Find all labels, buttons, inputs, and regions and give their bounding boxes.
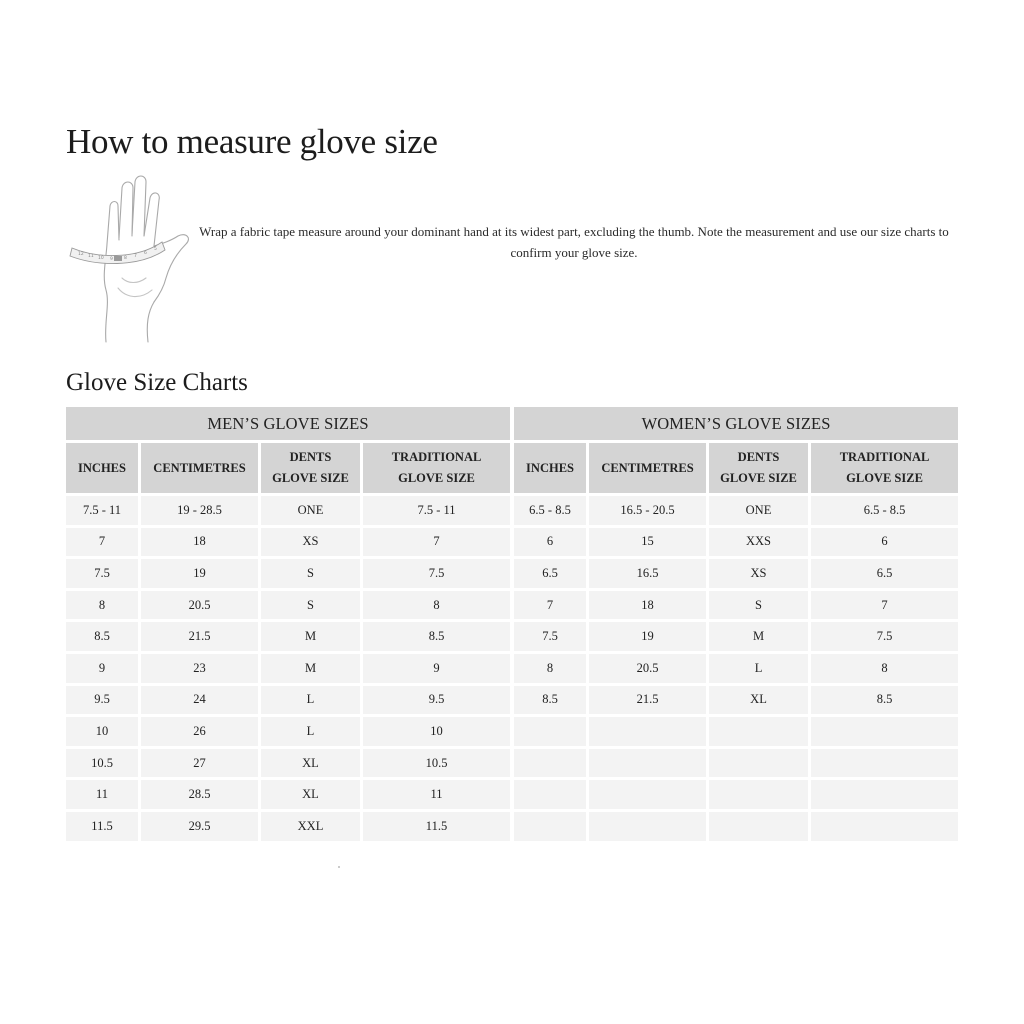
table-cell: ONE <box>261 496 360 525</box>
table-cell: 11 <box>363 780 510 809</box>
tape-number: 12 <box>78 252 84 257</box>
table-cell: 8.5 <box>363 622 510 651</box>
tape-number: 7 <box>134 254 137 259</box>
table-row <box>66 749 510 778</box>
table-cell: XL <box>261 780 360 809</box>
size-charts <box>66 407 958 841</box>
table-cell: 7.5 - 11 <box>66 496 138 525</box>
column-header: CENTIMETRES <box>589 443 706 493</box>
table-cell: 7 <box>811 591 958 620</box>
table-cell: 10 <box>363 717 510 746</box>
table-row <box>66 528 510 557</box>
table-cell: 7.5 <box>66 559 138 588</box>
table-cell: 8 <box>363 591 510 620</box>
table-cell: 8 <box>514 654 586 683</box>
table-cell: 23 <box>141 654 258 683</box>
table-row <box>66 686 510 715</box>
table-cell <box>589 749 706 778</box>
charts-title: Glove Size Charts <box>66 369 248 396</box>
table-cell: 24 <box>141 686 258 715</box>
table-cell: M <box>709 622 808 651</box>
table-cell: 9.5 <box>66 686 138 715</box>
table-cell: XS <box>261 528 360 557</box>
table-cell: 8 <box>811 654 958 683</box>
table-cell <box>811 812 958 841</box>
table-row <box>514 496 958 525</box>
table-cell: 8.5 <box>66 622 138 651</box>
table-cell: 6 <box>514 528 586 557</box>
table-cell: XXL <box>261 812 360 841</box>
table-row <box>514 749 958 778</box>
table-cell: 18 <box>589 591 706 620</box>
tape-number: 9 <box>110 257 113 262</box>
table-row <box>66 496 510 525</box>
tape-number: 11 <box>88 254 94 259</box>
table-cell: 7.5 <box>811 622 958 651</box>
table-cell: 20.5 <box>589 654 706 683</box>
column-header: DENTS GLOVE SIZE <box>261 443 360 493</box>
table-row <box>66 812 510 841</box>
table-cell: 7 <box>514 591 586 620</box>
table-cell: 21.5 <box>589 686 706 715</box>
table-row <box>66 622 510 651</box>
table-cell <box>514 780 586 809</box>
table-cell <box>811 749 958 778</box>
table-cell: 20.5 <box>141 591 258 620</box>
table-row <box>66 591 510 620</box>
column-header: CENTIMETRES <box>141 443 258 493</box>
table-cell <box>514 812 586 841</box>
table-cell: 7 <box>66 528 138 557</box>
table-cell: 19 - 28.5 <box>141 496 258 525</box>
table-cell: 8.5 <box>514 686 586 715</box>
table-cell <box>589 717 706 746</box>
mens-table-body <box>66 496 510 841</box>
table-cell: 27 <box>141 749 258 778</box>
table-cell <box>811 780 958 809</box>
table-row <box>514 591 958 620</box>
table-cell <box>514 749 586 778</box>
table-row <box>66 717 510 746</box>
table-cell: S <box>709 591 808 620</box>
table-cell: XS <box>709 559 808 588</box>
mens-table-heading: MEN’S GLOVE SIZES <box>66 407 510 440</box>
table-cell: 7.5 <box>514 622 586 651</box>
table-cell <box>709 717 808 746</box>
womens-table-heading: WOMEN’S GLOVE SIZES <box>514 407 958 440</box>
column-header: TRADITIONAL GLOVE SIZE <box>363 443 510 493</box>
table-cell: 19 <box>141 559 258 588</box>
table-row <box>514 686 958 715</box>
mens-size-table <box>63 404 513 844</box>
table-cell: S <box>261 591 360 620</box>
table-cell: 29.5 <box>141 812 258 841</box>
table-cell: 15 <box>589 528 706 557</box>
table-cell <box>514 717 586 746</box>
table-row <box>514 717 958 746</box>
table-cell: XXS <box>709 528 808 557</box>
table-cell: L <box>261 717 360 746</box>
table-cell: 26 <box>141 717 258 746</box>
table-cell: 9.5 <box>363 686 510 715</box>
table-cell: 7 <box>363 528 510 557</box>
table-cell: 6.5 - 8.5 <box>514 496 586 525</box>
tape-number: 8 <box>124 256 127 261</box>
table-cell <box>709 812 808 841</box>
table-cell: 7.5 - 11 <box>363 496 510 525</box>
table-cell: 21.5 <box>141 622 258 651</box>
column-header: INCHES <box>66 443 138 493</box>
hand-with-tape-measure-icon <box>66 172 200 350</box>
table-row <box>66 780 510 809</box>
table-cell <box>709 780 808 809</box>
table-row <box>514 812 958 841</box>
table-cell: 11.5 <box>66 812 138 841</box>
table-cell: 11 <box>66 780 138 809</box>
table-row <box>66 654 510 683</box>
womens-column-headers <box>514 443 958 493</box>
table-row <box>514 780 958 809</box>
table-cell: 6.5 <box>514 559 586 588</box>
table-cell: 28.5 <box>141 780 258 809</box>
womens-table-body <box>514 496 958 841</box>
table-cell: 10.5 <box>66 749 138 778</box>
table-cell: 10.5 <box>363 749 510 778</box>
table-cell: 8.5 <box>811 686 958 715</box>
table-cell: L <box>709 654 808 683</box>
table-cell: L <box>261 686 360 715</box>
column-header: TRADITIONAL GLOVE SIZE <box>811 443 958 493</box>
table-cell: 16.5 - 20.5 <box>589 496 706 525</box>
table-cell <box>709 749 808 778</box>
table-cell: 11.5 <box>363 812 510 841</box>
table-cell: XL <box>709 686 808 715</box>
table-cell: 18 <box>141 528 258 557</box>
page-title: How to measure glove size <box>66 122 438 161</box>
table-cell: 19 <box>589 622 706 651</box>
table-cell: S <box>261 559 360 588</box>
table-cell: M <box>261 622 360 651</box>
table-cell <box>589 780 706 809</box>
stray-dot <box>338 866 340 868</box>
table-cell: 6.5 <box>811 559 958 588</box>
column-header: INCHES <box>514 443 586 493</box>
table-cell: 9 <box>363 654 510 683</box>
table-row <box>66 559 510 588</box>
table-cell: 8 <box>66 591 138 620</box>
table-row <box>514 622 958 651</box>
table-cell: 9 <box>66 654 138 683</box>
table-row <box>514 528 958 557</box>
table-cell: M <box>261 654 360 683</box>
column-header: DENTS GLOVE SIZE <box>709 443 808 493</box>
tape-number: 6 <box>144 251 147 256</box>
table-cell: 6.5 - 8.5 <box>811 496 958 525</box>
table-cell: 10 <box>66 717 138 746</box>
table-cell <box>811 717 958 746</box>
tape-number: 5 <box>154 247 157 252</box>
table-row <box>514 559 958 588</box>
tape-number: 10 <box>98 256 104 261</box>
table-cell: ONE <box>709 496 808 525</box>
table-cell: 16.5 <box>589 559 706 588</box>
measuring-instructions: Wrap a fabric tape measure around your dominant hand at its widest part, excluding the thumb. Note the measurement and use our size charts to confirm your glove size. <box>199 224 949 260</box>
table-cell: 6 <box>811 528 958 557</box>
table-cell <box>589 812 706 841</box>
table-cell: 7.5 <box>363 559 510 588</box>
table-cell: XL <box>261 749 360 778</box>
mens-column-headers <box>66 443 510 493</box>
womens-size-table <box>511 404 961 844</box>
table-row <box>514 654 958 683</box>
